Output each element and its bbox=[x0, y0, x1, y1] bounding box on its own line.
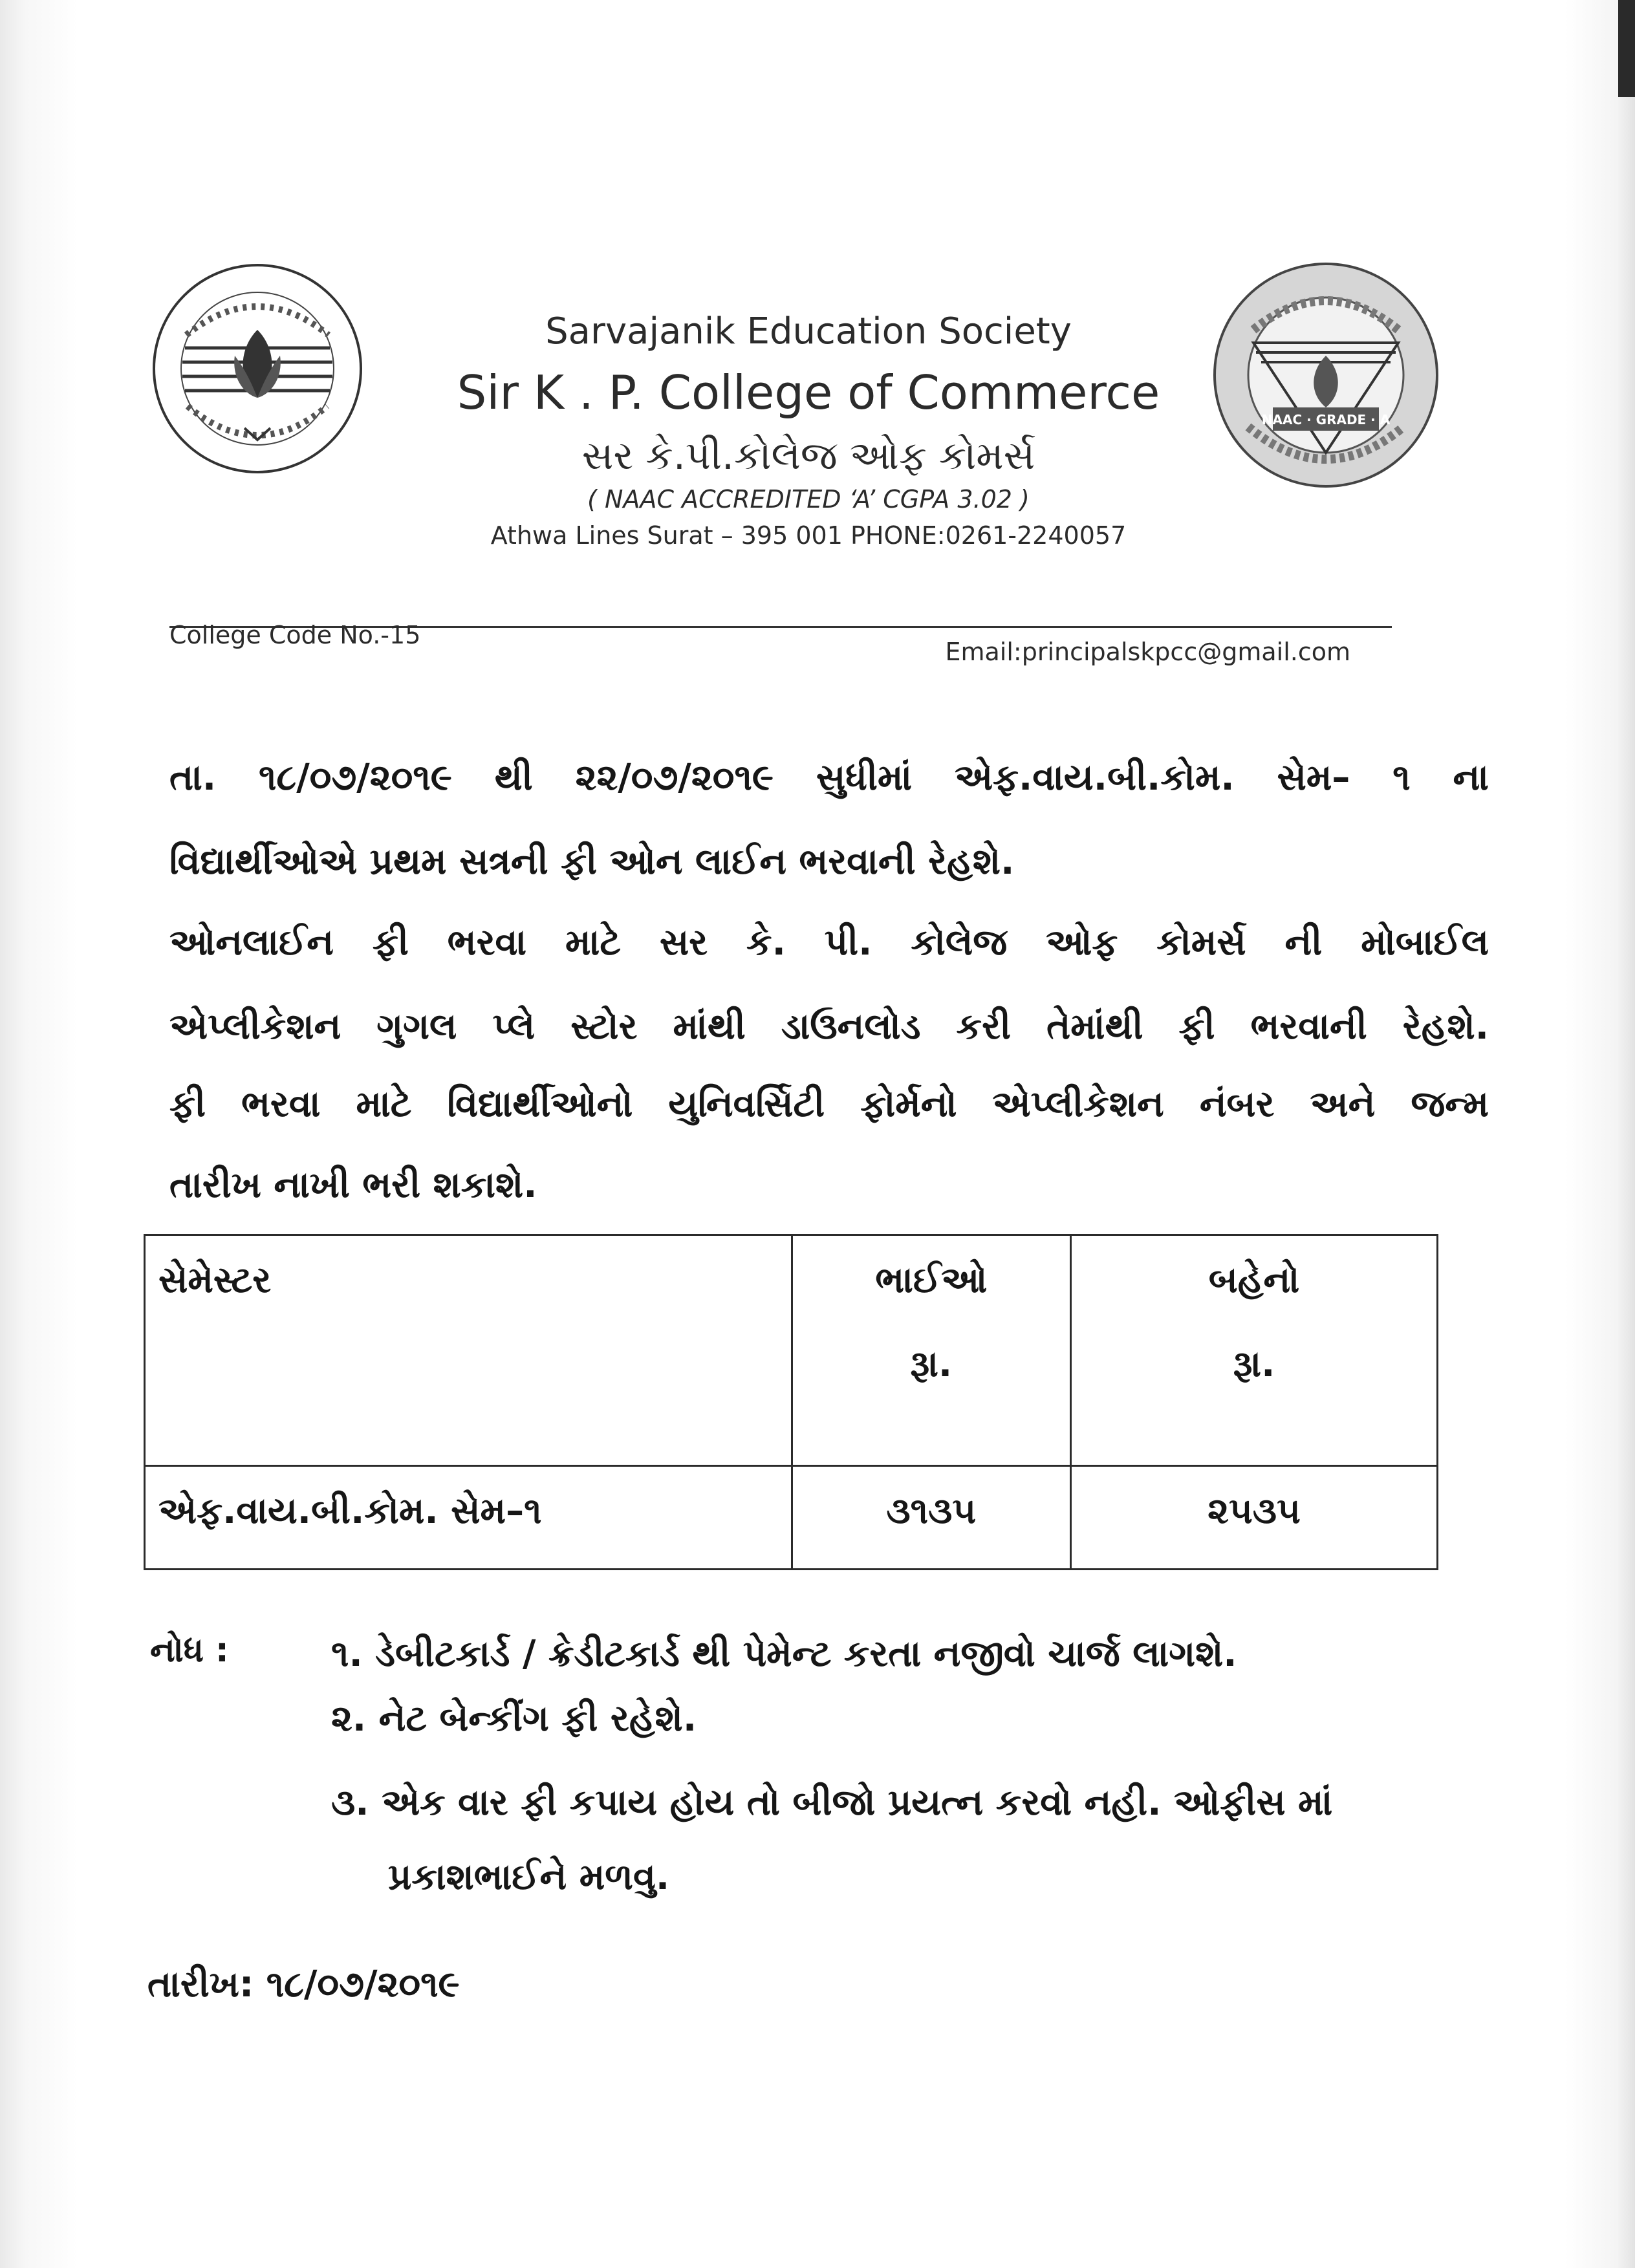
table-row bbox=[145, 1466, 1438, 1570]
body-line: વિદ્યાર્થીઓએ પ્રથમ સત્રની ફી ઓન લાઈન ભરવાની રેહશે. bbox=[169, 841, 1015, 883]
notes-label: નોધ : bbox=[150, 1631, 229, 1670]
header-semester: સેમેસ્ટર bbox=[145, 1235, 792, 1466]
college-name-gujarati: સર કે.પી.કોલેજ ઓફ કોમર્સ bbox=[581, 433, 1035, 479]
note-item: ૩. એક વાર ફી કપાય હોય તો બીજો પ્રયત્ન કરવો નહી. ઓફીસ માં bbox=[331, 1782, 1333, 1824]
fee-table bbox=[144, 1234, 1438, 1570]
college-code: College Code No.-15 bbox=[169, 621, 421, 649]
body-line: એપ્લીકેશન ગુગલ પ્લે સ્ટોર માંથી ડાઉનલોડ કરી તેમાંથી ફી ભરવાની રેહશે. bbox=[169, 1006, 1489, 1048]
note-item: પ્રકાશભાઈને મળવુ. bbox=[388, 1856, 670, 1898]
society-name: Sarvajanik Education Society bbox=[545, 310, 1072, 352]
document-date: તારીખ: ૧૮/૦૭/૨૦૧૯ bbox=[147, 1963, 460, 2005]
body-line: તારીખ નાખી ભરી શકાશે. bbox=[169, 1164, 537, 1206]
address-line: Athwa Lines Surat – 395 001 PHONE:0261-2240057 bbox=[490, 521, 1127, 550]
body-line: તા. ૧૮/૦૭/૨૦૧૯ થી ૨૨/૦૭/૨૦૧૯ સુધીમાં એફ.વાય.બી.કોમ. સેમ– ૧ ના bbox=[169, 757, 1489, 799]
girls-label: બહેનો bbox=[1208, 1259, 1300, 1301]
note-item: ૨. નેટ બેન્કીંગ ફી રહેશે. bbox=[331, 1698, 697, 1740]
girls-currency: રૂા. bbox=[1233, 1343, 1275, 1385]
boys-currency: રૂા. bbox=[910, 1343, 953, 1385]
boys-label: ભાઈઓ bbox=[875, 1259, 988, 1301]
note-item: ૧. ડેબીટકાર્ડ / ક્રેડીટકાર્ડ થી પેમેન્ટ કરતા નજીવો ચાર્જ લાગશે. bbox=[331, 1633, 1237, 1675]
row-semester: એફ.વાય.બી.કોમ. સેમ–૧ bbox=[145, 1466, 792, 1570]
naac-grade-text: NAAC · GRADE · A bbox=[1261, 412, 1391, 427]
body-line: ઓનલાઈન ફી ભરવા માટે સર કે. પી. કોલેજ ઓફ કોમર્સ ની મોબાઈલ bbox=[169, 922, 1489, 964]
email-address: Email:principalskpcc@gmail.com bbox=[945, 638, 1350, 666]
header-girls bbox=[1071, 1235, 1438, 1466]
header-boys bbox=[792, 1235, 1070, 1466]
accreditation-line: ( NAAC ACCREDITED ‘A’ CGPA 3.02 ) bbox=[587, 485, 1030, 513]
fee-table-header-row bbox=[145, 1235, 1438, 1466]
row-girls-fee: ૨૫૩૫ bbox=[1071, 1466, 1438, 1570]
row-boys-fee: ૩૧૩૫ bbox=[792, 1466, 1070, 1570]
college-seal-left bbox=[147, 259, 367, 479]
scan-edge-mark bbox=[1618, 0, 1635, 97]
college-name-english: Sir K . P. College of Commerce bbox=[457, 365, 1160, 420]
body-line: ફી ભરવા માટે વિદ્યાર્થીઓનો યુનિવર્સિટી ફોર્મનો એપ્લીકેશન નંબર અને જન્મ bbox=[169, 1083, 1489, 1125]
